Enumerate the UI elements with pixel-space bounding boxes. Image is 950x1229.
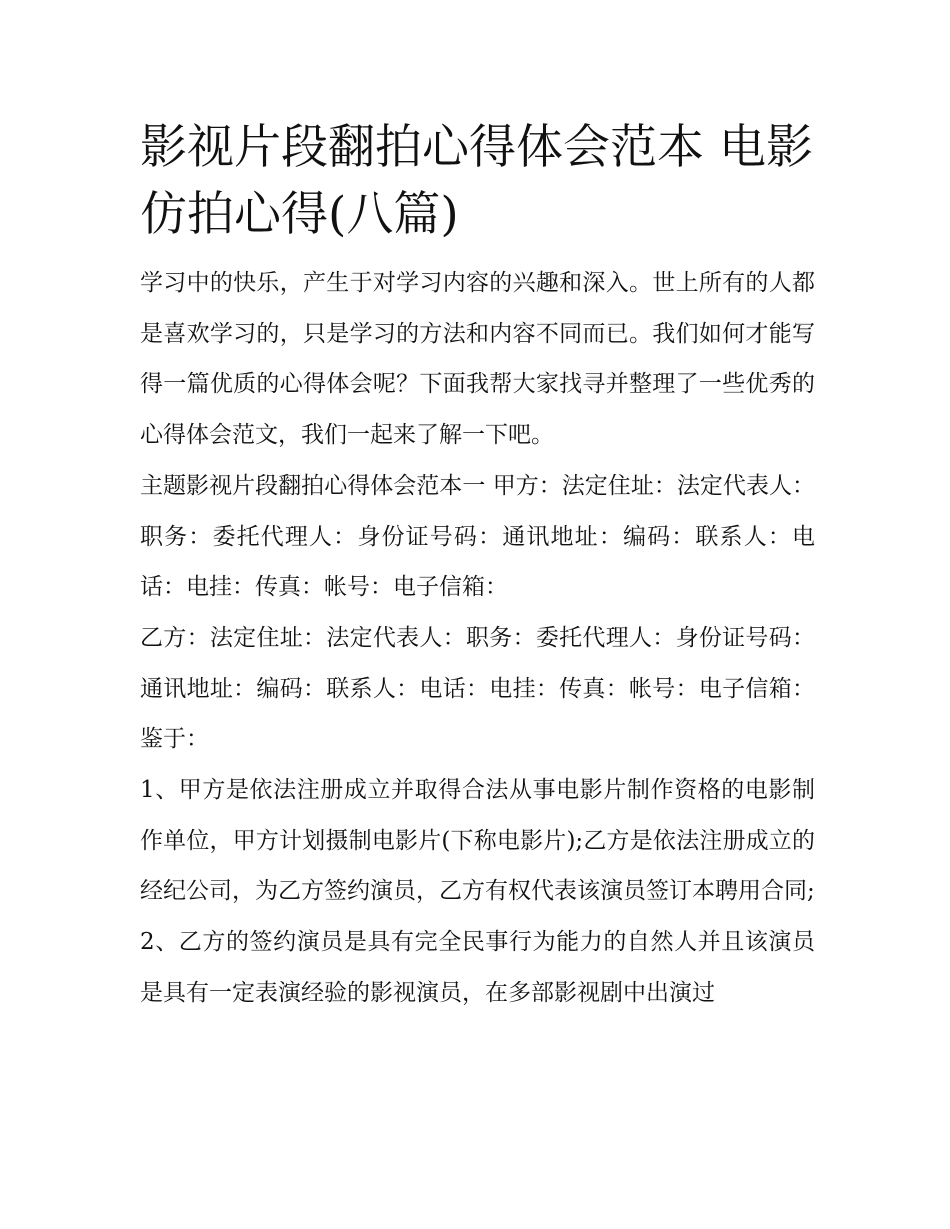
paragraph-party-b: 乙方：法定住址：法定代表人：职务：委托代理人：身份证号码：通讯地址：编码：联系人：电话：电挂：传真：帐号：电子信箱： 鉴于： bbox=[140, 624, 815, 753]
paragraph-clause-1: 1、甲方是依法注册成立并取得合法从事电影片制作资格的电影制作单位，甲方计划摄制电影片(下称电影片);乙方是依法注册成立的经纪公司，为乙方签约演员，乙方有权代表该演员签订本聘用合同; bbox=[140, 777, 815, 905]
document-title: 影视片段翻拍心得体会范本 电影仿拍心得(八篇) bbox=[140, 120, 813, 242]
paragraph-party-a: 主题影视片段翻拍心得体会范本一 甲方：法定住址：法定代表人：职务：委托代理人：身份证号码：通讯地址：编码：联系人：电话：电挂：传真：帐号：电子信箱： bbox=[140, 472, 815, 601]
paragraph-intro: 学习中的快乐，产生于对学习内容的兴趣和深入。世上所有的人都是喜欢学习的，只是学习的方法和内容不同而已。我们如何才能写得一篇优质的心得体会呢？下面我帮大家找寻并整理了一些优秀的心得体会范文，我们一起来了解一下吧。 bbox=[140, 270, 815, 449]
paragraph-clause-2: 2、乙方的签约演员是具有完全民事行为能力的自然人并且该演员是具有一定表演经验的影视演员，在多部影视剧中出演过 bbox=[140, 929, 815, 1006]
document-body bbox=[140, 114, 815, 1019]
